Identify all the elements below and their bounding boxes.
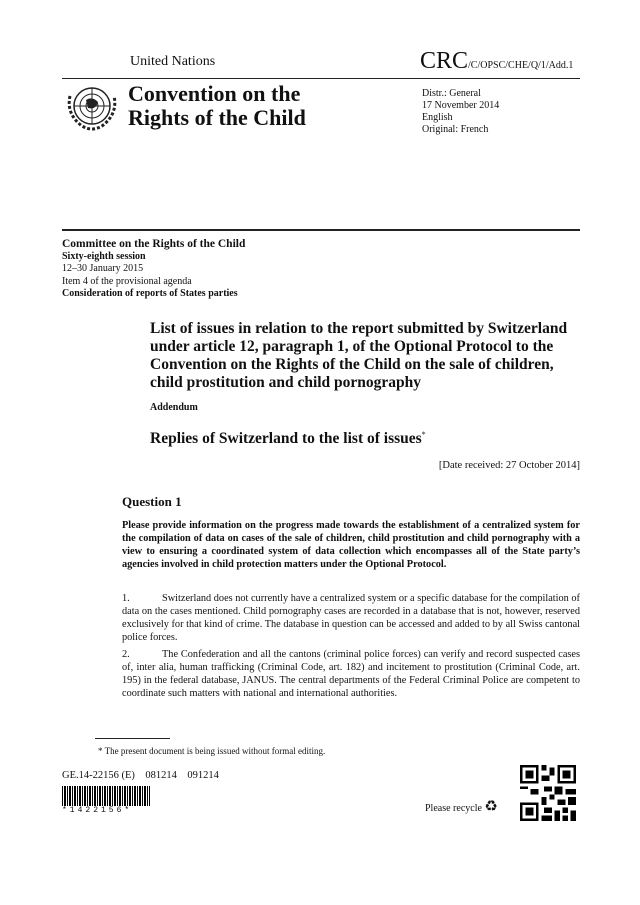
paragraph-text: The Confederation and all the cantons (criminal police forces) can verify and record suspected cases of, inter alia, human trafficking (Criminal Code, art. 182) and incitement to prostitution (Criminal Code, art. 195) in the federal database, JANUS. The central departments of the Federal Criminal Police are competent to coordinate such matters with national and international authorities.	[122, 649, 580, 699]
recycle-label	[425, 797, 498, 816]
question-heading: Question 1	[122, 494, 182, 509]
issue-date: 17 November 2014	[422, 100, 500, 111]
addendum-label: Addendum	[150, 402, 198, 413]
qr-code-icon	[520, 765, 576, 821]
symbol-main: CRC	[420, 48, 469, 74]
document-symbol	[420, 48, 573, 75]
session: Sixty-eighth session	[62, 250, 146, 262]
footnote-rule	[95, 738, 170, 739]
paragraph-1	[122, 592, 580, 644]
footnote-mark: *	[421, 430, 426, 439]
paragraph-number: 1.	[122, 593, 130, 604]
un-emblem-icon	[64, 82, 120, 136]
recycle-text: Please recycle	[425, 803, 482, 814]
language: English	[422, 112, 453, 123]
session-dates: 12–30 January 2015	[62, 263, 144, 274]
distribution-block	[422, 88, 499, 136]
recycle-icon: ♻	[484, 799, 498, 815]
section-rule	[62, 229, 580, 231]
replies-text: Replies of Switzerland to the list of issues	[150, 430, 422, 448]
distr: Distr.: General	[422, 88, 481, 99]
paragraph-number: 2.	[122, 649, 130, 660]
barcode-icon	[62, 786, 150, 806]
main-title: List of issues in relation to the report submitted by Switzerland under article 12, paragraph 1, of the Optional Protocol to the Convention on the Rights of the Child on the sale of children, child prostitution and child pornography	[150, 320, 568, 391]
title-line: Rights of the Child	[128, 105, 306, 130]
date-received: [Date received: 27 October 2014]	[438, 460, 580, 471]
org-name: United Nations	[130, 54, 216, 69]
symbol-rest: /C/OPSC/CHE/Q/1/Add.1	[468, 60, 574, 71]
paragraph-2	[122, 648, 580, 700]
agenda-item: Item 4 of the provisional agenda	[62, 275, 192, 287]
consideration: Consideration of reports of States parties	[62, 288, 238, 299]
title-line: Convention on the	[128, 81, 301, 106]
footnote: * The present document is being issued without formal editing.	[98, 746, 326, 756]
committee-block	[62, 238, 245, 301]
question-text: Please provide information on the progress made towards the establishment of a centralized system for the compilation of data on cases of the sale of children, child prostitution and child pornography with a view to ensuring a coordinated system of data collection which encompasses all of the State party’s agencies involved in child protection matters under the Optional Protocol.	[122, 520, 580, 570]
committee-name: Committee on the Rights of the Child	[62, 238, 246, 250]
barcode-number: *1422156*	[62, 806, 133, 815]
header-rule	[62, 78, 580, 79]
original-language: Original: French	[422, 124, 489, 135]
document-title	[128, 82, 306, 130]
replies-heading	[150, 430, 426, 448]
job-number: GE.14-22156 (E) 081214 091214	[62, 770, 219, 781]
paragraph-text: Switzerland does not currently have a centralized system or a specific database for the compilation of data on the cases mentioned. Child pornography cases are recorded in a database that is not, however, reserved exclusively for that kind of crime. The database in question can be accessed and added to by all Swiss cantonal police forces.	[122, 593, 580, 643]
